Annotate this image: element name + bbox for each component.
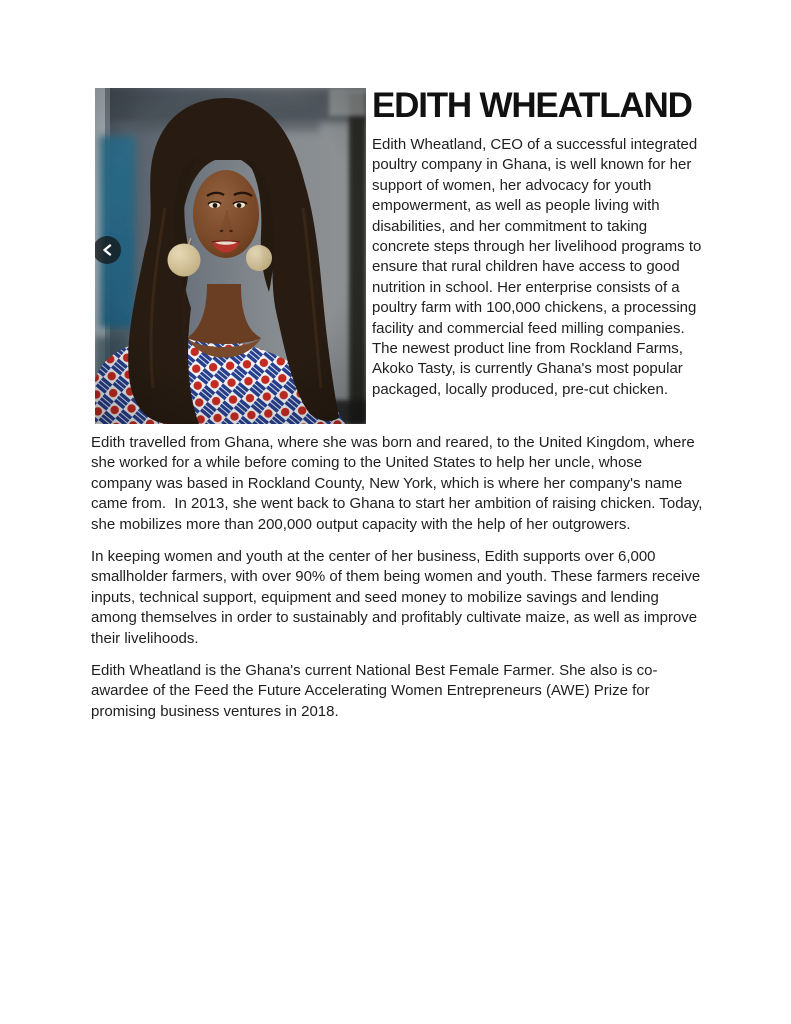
body-paragraph: Edith Wheatland is the Ghana's current National Best Female Farmer. She also is co-awardee of the Feed the Future Accelerating Women Entrepreneurs (AWE) Prize for promising business ventures in 2018. <box>91 662 658 720</box>
profile-photo <box>95 88 366 424</box>
intro-paragraph: Edith Wheatland, CEO of a successful integrated poultry company in Ghana, is well known for her support of women, her advocacy for youth empowerment, as well as people living with disabilities, and her commitment to taking concrete steps through her livelihood programs to ensure that rural children have access to good nutrition in school. Her enterprise consists of a poultry farm with 100,000 chickens, a processing facility and commercial feed milling companies. The newest product line from Rockland Farms, Akoko Tasty, is currently Ghana's most popular packaged, locally produced, pre-cut chicken. <box>372 136 706 398</box>
page-title: EDITH WHEATLAND <box>372 86 692 125</box>
intro-column <box>372 86 706 400</box>
chevron-left-icon <box>102 244 112 256</box>
profile-header-row <box>91 86 706 424</box>
article-body <box>91 433 707 722</box>
body-paragraph: Edith travelled from Ghana, where she was born and reared, to the United Kingdom, where she worked for a while before coming to the United States to help her uncle, whose company was based in Rockland County, New York, which is where her company's name came from. In 2013, she went back to Ghana to start her ambition of raising chicken. Today, she mobilizes more than 200,000 output capacity with the help of her outgrowers. <box>91 434 707 533</box>
portrait-photo-image <box>95 88 366 424</box>
body-paragraph: In keeping women and youth at the center of her business, Edith supports over 6,000 smallholder farmers, with over 90% of them being women and youth. These farmers receive inputs, technical support, equipment and seed money to mobilize savings and lending among themselves in order to sustainably and profitably cultivate maize, as well as improve their livelihoods. <box>91 548 705 647</box>
photo-vignette <box>95 88 366 424</box>
